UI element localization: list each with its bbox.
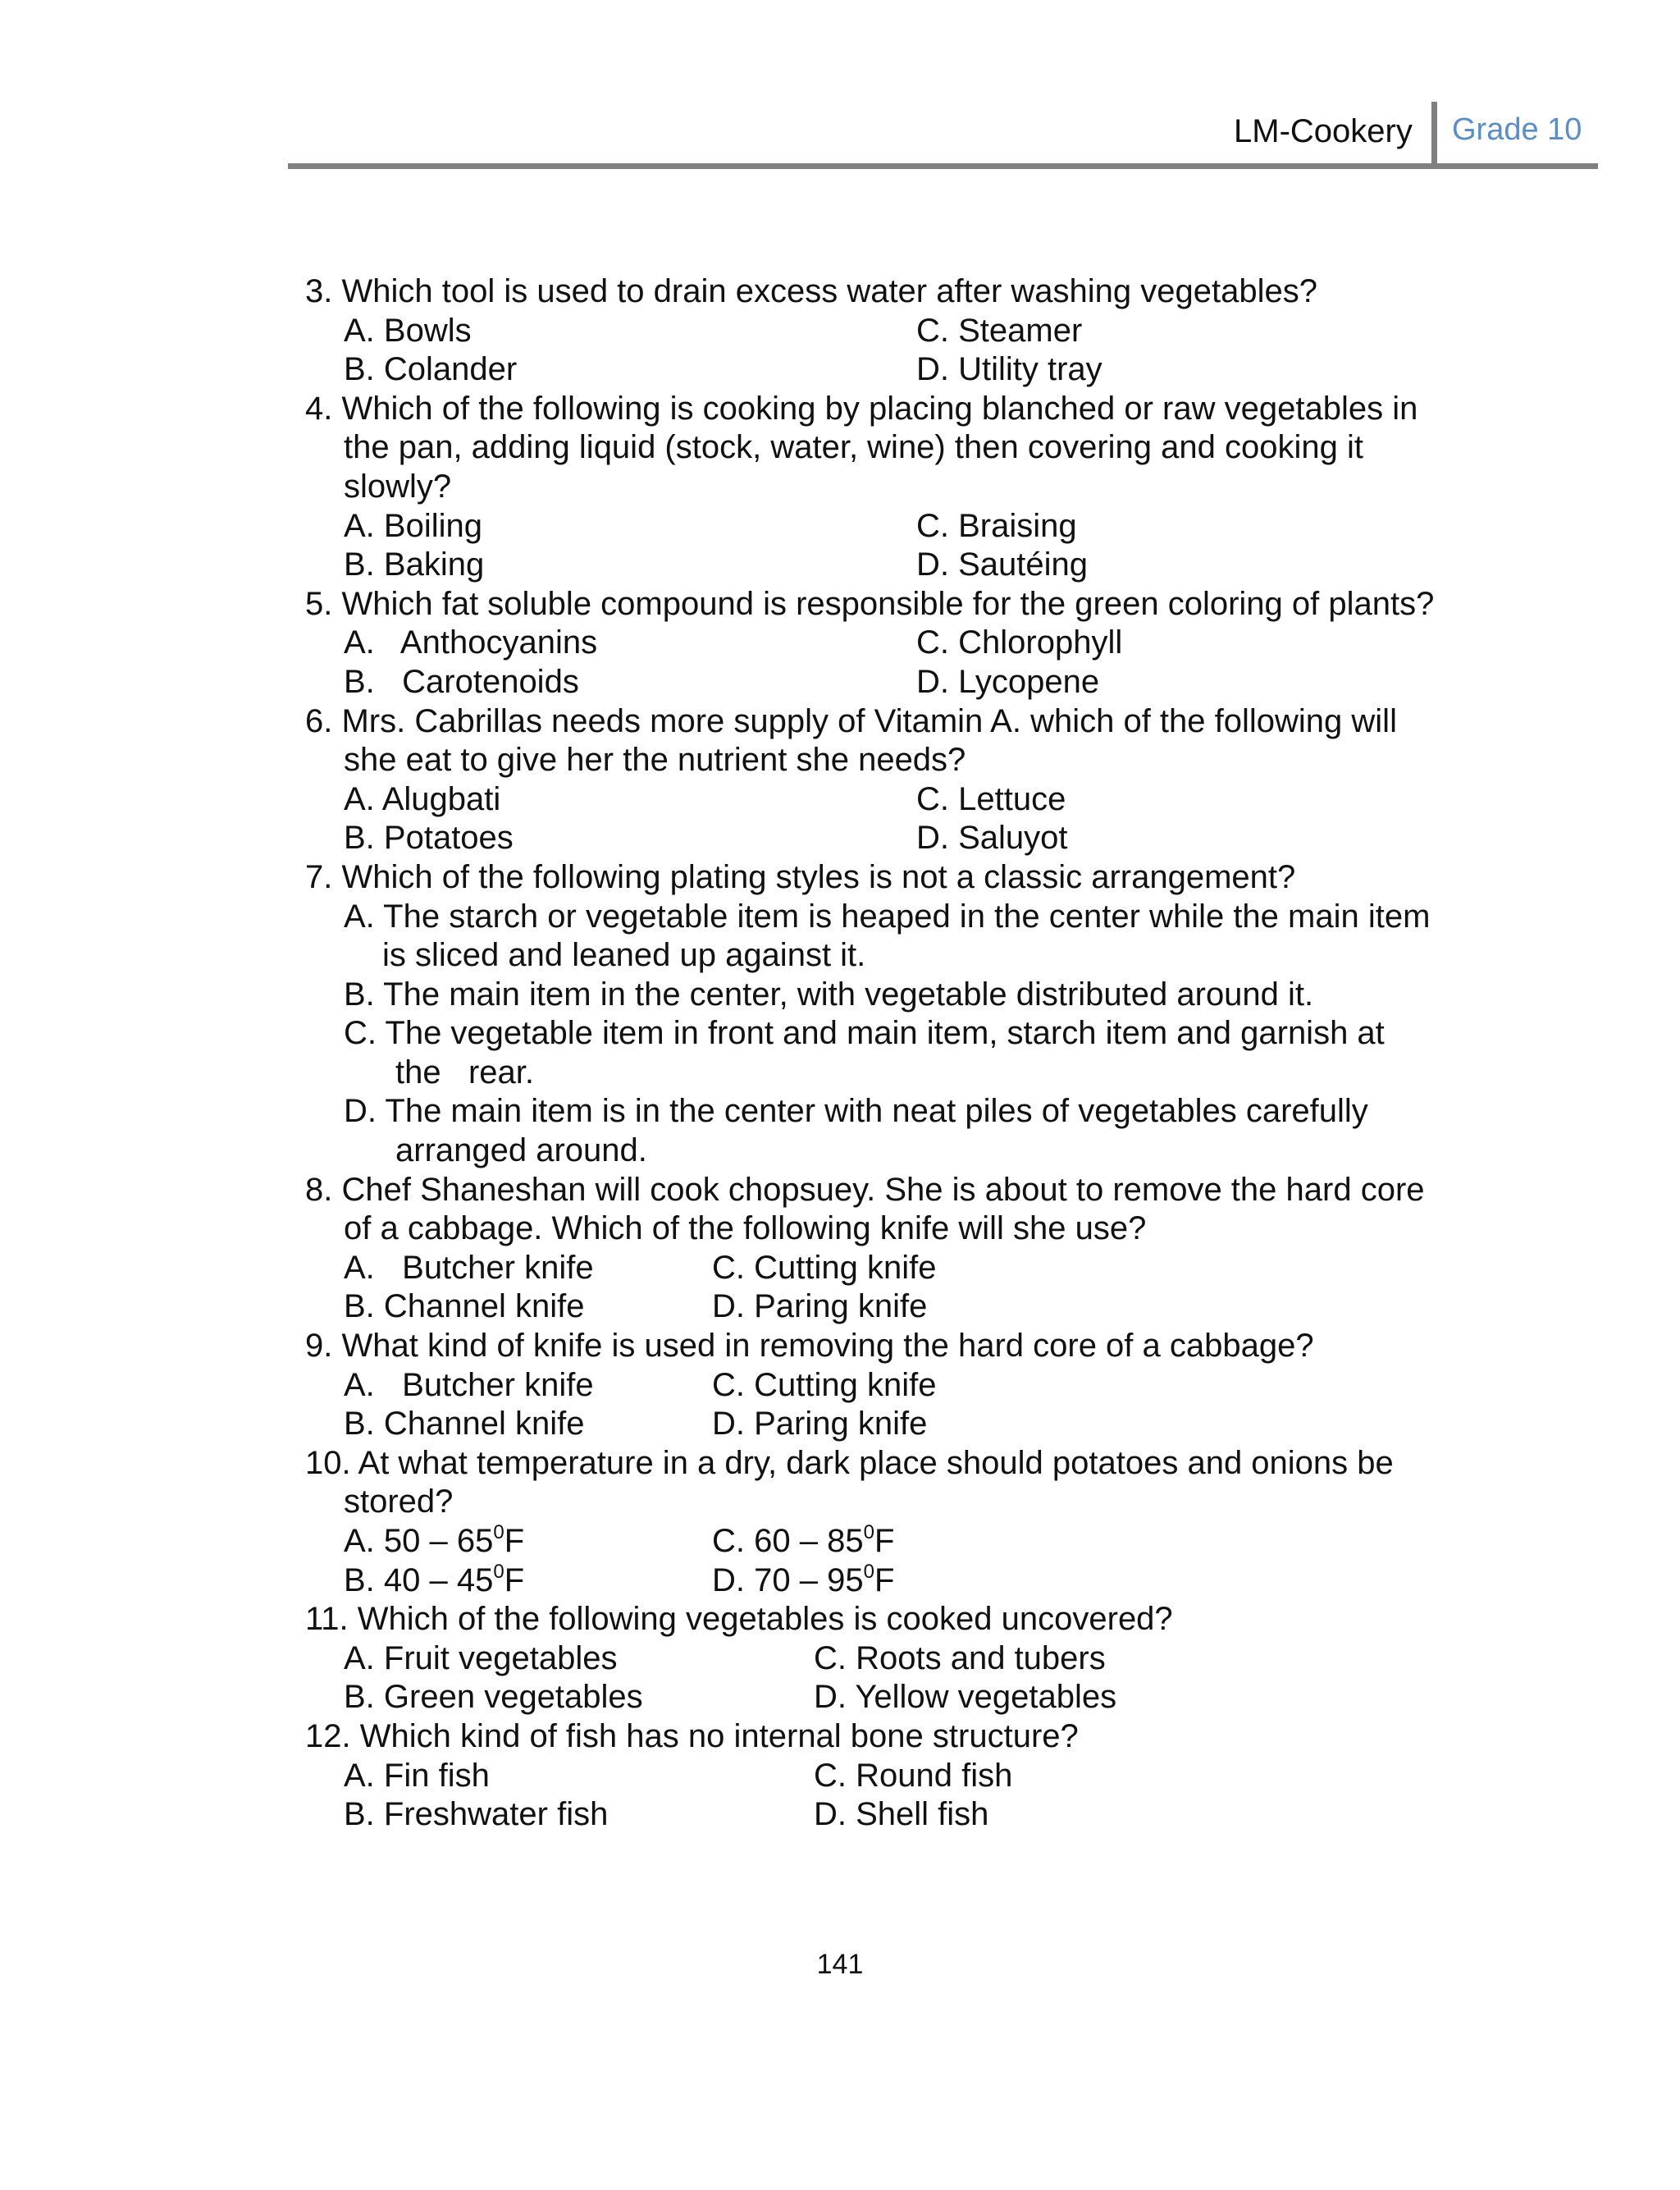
choice-d [712, 1561, 894, 1601]
unit: F [504, 1561, 525, 1598]
questions-list [0, 272, 1680, 1835]
question-stem: 4. Which of the following is cooking by placing blanched or raw vegetables in [305, 390, 1418, 427]
choice-b-range: B. 40 – 45 [344, 1561, 494, 1598]
option-c: C. The vegetable item in front and main item, starch item and garnish at [344, 1015, 1385, 1052]
question-stem: 10. At what temperature in a dry, dark place should potatoes and onions be [305, 1444, 1394, 1481]
degree-mark: 0 [493, 1521, 504, 1543]
choice-d: D. Sautéing [916, 546, 1089, 583]
question-stem-continuation: she eat to give her the nutrient she needs? [344, 742, 966, 779]
choice-d-range: D. 70 – 95 [712, 1561, 864, 1598]
choice-a: A. Butcher knife [344, 1249, 594, 1286]
choice-c: C. Cutting knife [712, 1366, 937, 1403]
choice-b: B. Freshwater fish [344, 1796, 609, 1833]
unit: F [874, 1561, 895, 1598]
choice-a-range: A. 50 – 65 [344, 1523, 494, 1559]
choice-a [344, 1522, 524, 1561]
choice-a: A. Boiling [344, 507, 482, 544]
header-separator [1431, 102, 1437, 164]
choice-c: C. Chlorophyll [916, 624, 1123, 661]
choice-c-range: C. 60 – 85 [712, 1523, 864, 1559]
choice-a: A. Fruit vegetables [344, 1639, 618, 1676]
degree-mark: 0 [863, 1560, 874, 1583]
option-c-continuation: the rear. [395, 1054, 534, 1090]
choice-c: C. Round fish [814, 1757, 1013, 1794]
choice-c: C. Steamer [916, 312, 1083, 349]
question-stem: 8. Chef Shaneshan will cook chopsuey. She is about to remove the hard core [305, 1171, 1425, 1208]
choice-a: A. Fin fish [344, 1757, 490, 1794]
choice-c: C. Braising [916, 507, 1077, 544]
question-stem: 5. Which fat soluble compound is responsible for the green coloring of plants? [305, 585, 1435, 622]
choice-b: B. Green vegetables [344, 1679, 643, 1716]
option-a-continuation: is sliced and leaned up against it. [382, 937, 866, 974]
header-rule [288, 163, 1598, 169]
question-stem: 11. Which of the following vegetables is cooked uncovered? [305, 1601, 1173, 1638]
choice-c [712, 1522, 894, 1561]
degree-mark: 0 [493, 1560, 504, 1583]
choice-a: A. Alugbati [344, 780, 501, 817]
choice-b: B. Carotenoids [344, 663, 579, 700]
choice-d: D. Paring knife [712, 1288, 928, 1325]
choice-b: B. Channel knife [344, 1288, 585, 1325]
choice-b: B. Channel knife [344, 1406, 585, 1442]
question-stem: 12. Which kind of fish has no internal bone structure? [305, 1717, 1079, 1754]
question-stem: 7. Which of the following plating styles is not a classic arrangement? [305, 858, 1296, 895]
option-d-continuation: arranged around. [395, 1132, 647, 1169]
choice-d: D. Yellow vegetables [814, 1679, 1117, 1716]
choice-b: B. Potatoes [344, 820, 514, 857]
question-stem-continuation: the pan, adding liquid (stock, water, wine) then covering and cooking it [344, 429, 1363, 466]
question-stem-continuation: of a cabbage. Which of the following knife will she use? [344, 1210, 1147, 1247]
question-stem-line [0, 272, 1680, 312]
choice-d: D. Utility tray [916, 351, 1102, 388]
choice-d: D. Shell fish [814, 1796, 989, 1833]
header-grade-label: Grade 10 [1452, 112, 1582, 147]
header-document-title: LM-Cookery [1234, 113, 1413, 149]
choice-a: A. Anthocyanins [344, 624, 598, 661]
choice-b: B. Colander [344, 351, 518, 388]
choice-c: C. Cutting knife [712, 1249, 937, 1286]
choice-c: C. Roots and tubers [814, 1639, 1106, 1676]
question-stem: 6. Mrs. Cabrillas needs more supply of Vitamin A. which of the following will [305, 702, 1397, 739]
choice-b [344, 1561, 524, 1601]
question-stem-continuation: slowly? [344, 468, 452, 505]
choice-c: C. Lettuce [916, 780, 1066, 817]
choice-d: D. Saluyot [916, 820, 1068, 857]
question-stem-continuation: stored? [344, 1484, 454, 1520]
option-d: D. The main item is in the center with neat piles of vegetables carefully [344, 1093, 1368, 1130]
unit: F [504, 1523, 525, 1559]
unit: F [874, 1523, 895, 1559]
page-number: 141 [816, 1949, 864, 1980]
choice-a: A. Butcher knife [344, 1366, 594, 1403]
option-a: A. The starch or vegetable item is heaped in the center while the main item [344, 898, 1431, 935]
degree-mark: 0 [863, 1521, 874, 1543]
choice-d: D. Paring knife [712, 1406, 928, 1442]
option-b: B. The main item in the center, with vegetable distributed around it. [344, 976, 1314, 1013]
question-stem: 9. What kind of knife is used in removing the hard core of a cabbage? [305, 1328, 1314, 1365]
choice-a: A. Bowls [344, 312, 472, 349]
choice-b: B. Baking [344, 546, 485, 583]
question-stem: 3. Which tool is used to drain excess water after washing vegetables? [305, 273, 1317, 309]
choice-d: D. Lycopene [916, 663, 1100, 700]
